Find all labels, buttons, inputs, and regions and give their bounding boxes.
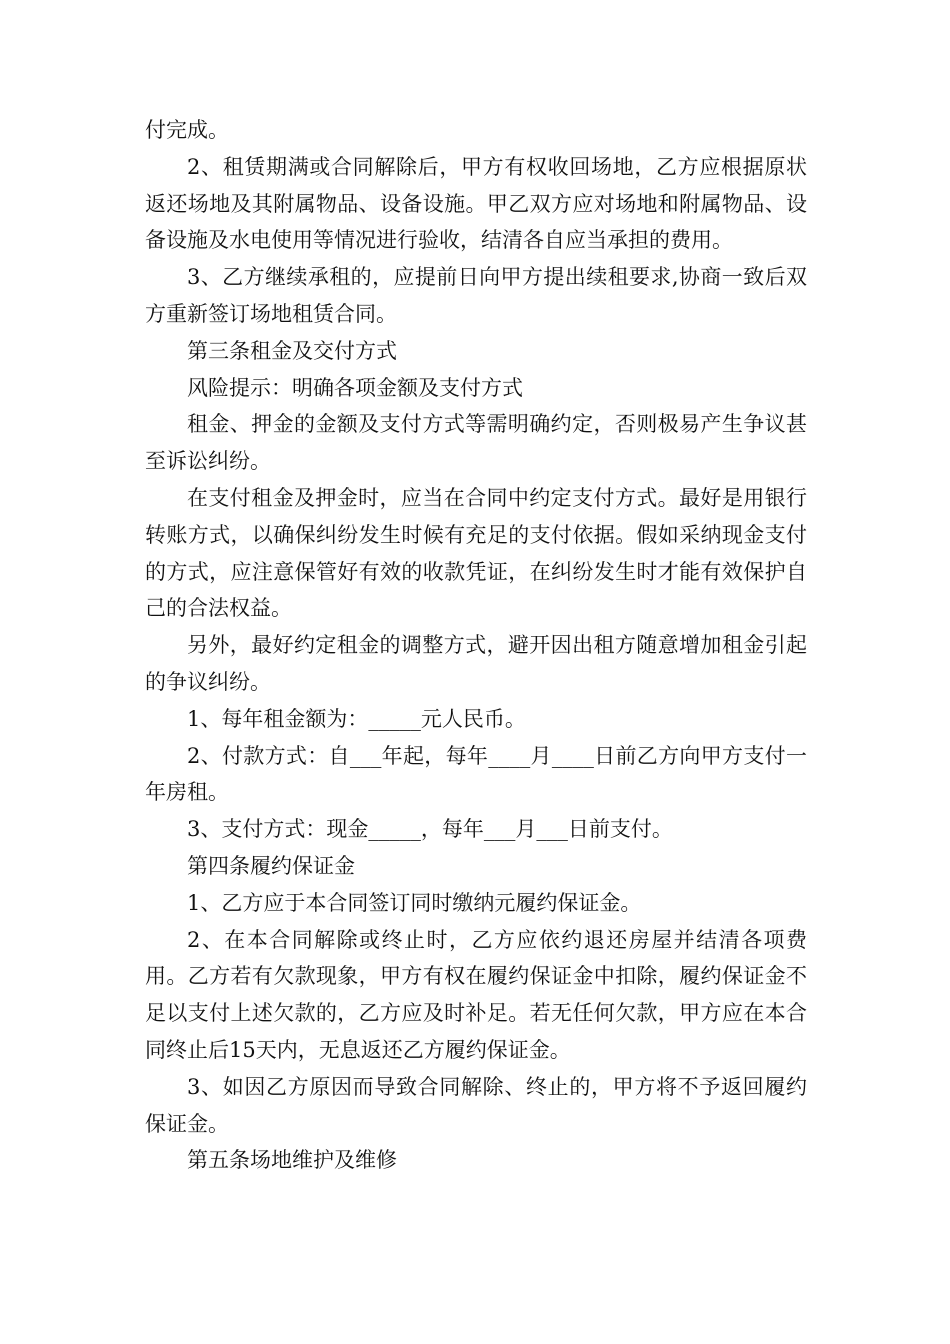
section-heading-deposit: 第四条履约保证金	[187, 853, 355, 878]
clause-renewal: 3、乙方继续承租的，应提前日向甲方提出续租要求,协商一致后双方重新签订场地租赁合同。	[145, 265, 807, 326]
clause-deposit-payment: 1、乙方应于本合同签订同时缴纳元履约保证金。	[187, 890, 642, 915]
clause-payment-schedule: 2、付款方式：自___年起，每年____月____日前乙方向甲方支付一年房租。	[145, 743, 807, 805]
clause-deposit-return: 2、在本合同解除或终止时，乙方应依约退还房屋并结清各项费用。乙方若有欠款现象，甲方有权在履约保证金中扣除，履约保证金不足以支付上述欠款的，乙方应及时补足。若无任何欠款，甲方应在本合同终止后15天内，无息返还乙方履约保证金。	[145, 927, 807, 1062]
risk-tip-paragraph-1: 租金、押金的金额及支付方式等需明确约定，否则极易产生争议甚至诉讼纠纷。	[145, 412, 807, 474]
clause-deposit-forfeit: 3、如因乙方原因而导致合同解除、终止的，甲方将不予返回履约保证金。	[145, 1074, 807, 1136]
clause-payment-method: 3、支付方式：现金_____，每年___月___日前支付。	[187, 817, 673, 842]
clause-return-premises: 2、租赁期满或合同解除后，甲方有权收回场地，乙方应根据原状返还场地及其附属物品、设备设施。甲乙双方应对场地和附属物品、设备设施及水电使用等情况进行验收，结清各自应当承担的费用。	[145, 154, 807, 253]
section-heading-rent-payment: 第三条租金及交付方式	[187, 338, 397, 363]
clause-annual-rent: 1、每年租金额为：_____元人民币。	[187, 706, 526, 731]
risk-tip-heading: 风险提示：明确各项金额及支付方式	[187, 375, 523, 400]
risk-tip-paragraph-3: 另外，最好约定租金的调整方式，避开因出租方随意增加租金引起的争议纠纷。	[145, 633, 807, 694]
document-body	[145, 112, 807, 1179]
risk-tip-paragraph-2: 在支付租金及押金时，应当在合同中约定支付方式。最好是用银行转账方式，以确保纠纷发生时候有充足的支付依据。假如采纳现金支付的方式，应注意保管好有效的收款凭证，在纠纷发生时才能有效保护自己的合法权益。	[145, 485, 807, 621]
paragraph-continuation: 付完成。	[145, 118, 229, 142]
section-heading-maintenance: 第五条场地维护及维修	[187, 1148, 397, 1173]
